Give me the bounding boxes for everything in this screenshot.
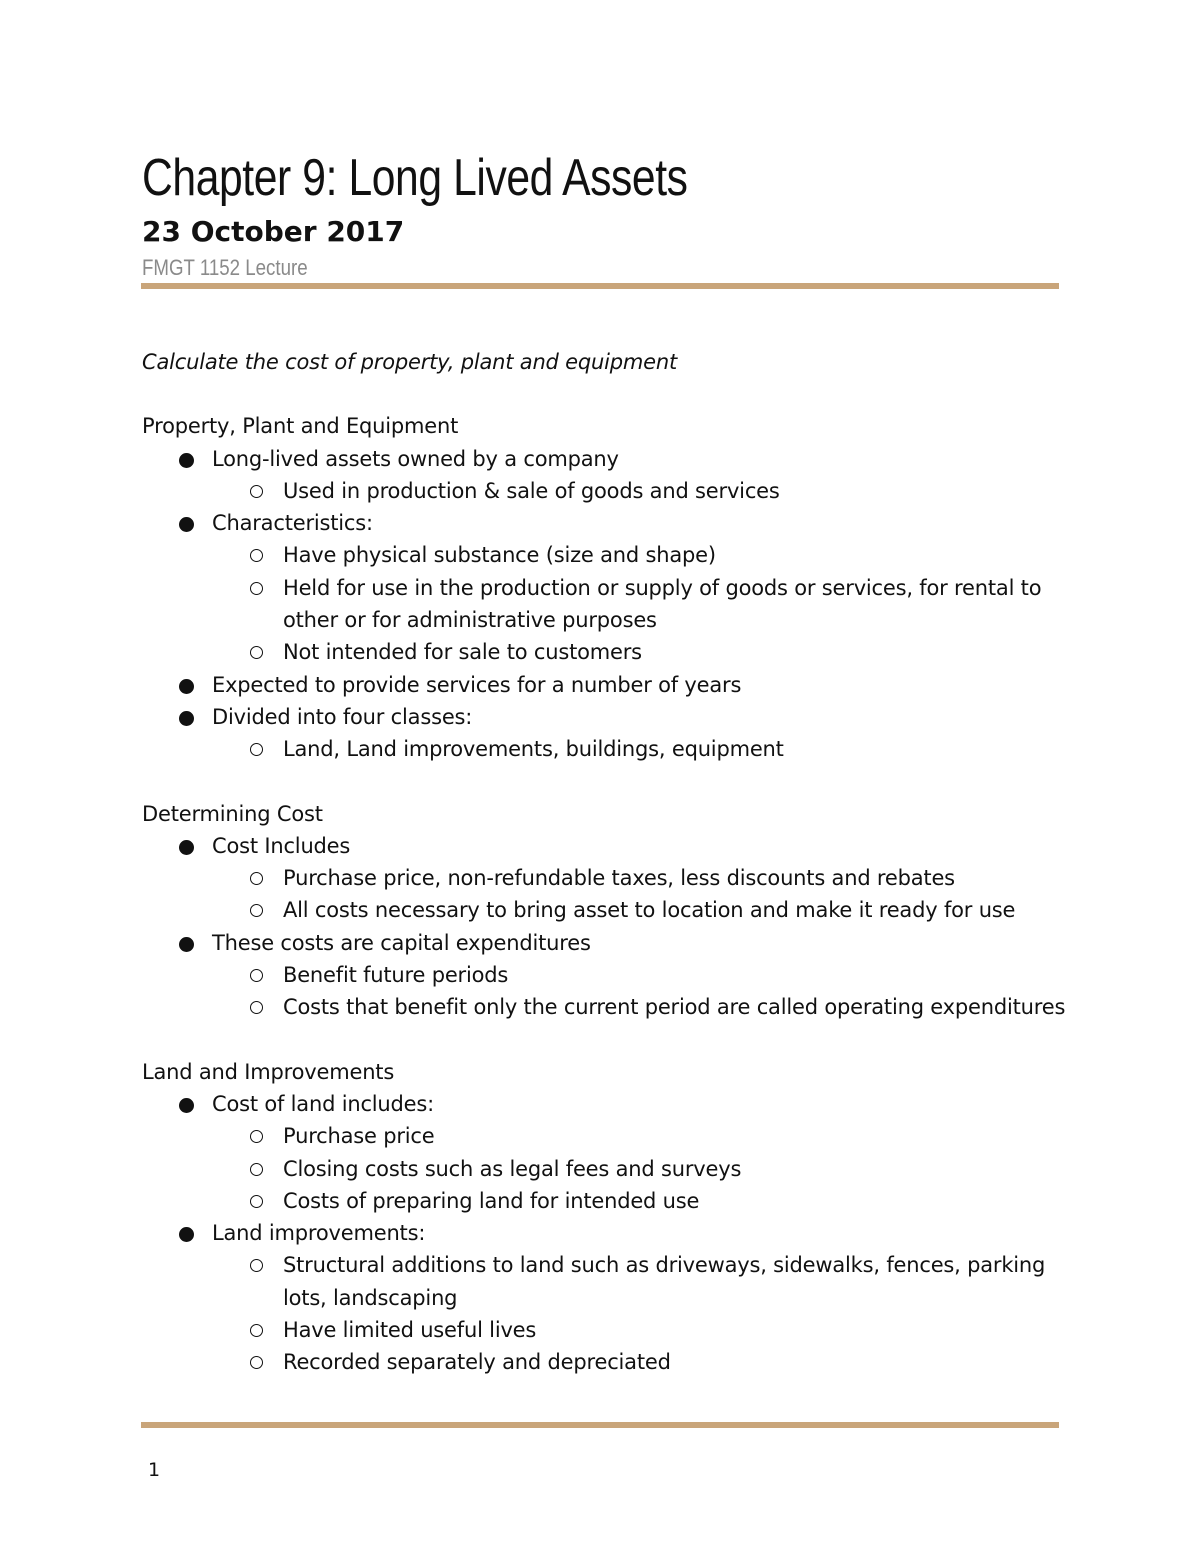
sub-list-item: [212, 1185, 1072, 1217]
sub-list-item: [212, 539, 1072, 571]
sub-list-item: [212, 991, 1072, 1023]
hollow-bullet-icon: [250, 872, 263, 885]
sub-list-item-text: Have limited useful lives: [283, 1318, 537, 1343]
hollow-bullet-icon: [250, 1001, 263, 1014]
sub-list-item-text: Held for use in the production or supply of goods or services, for rental to other or for administrative purposes: [283, 575, 1042, 633]
sub-list-item-text: Land, Land improvements, buildings, equipment: [283, 737, 784, 762]
list-item-text: Long-lived assets owned by a company: [212, 446, 619, 471]
page-title: Chapter 9: Long Lived Assets: [142, 149, 688, 207]
list-item: [142, 1217, 1072, 1378]
sub-list-item-text: Benefit future periods: [283, 963, 509, 988]
bullet-list: [142, 443, 1072, 766]
page-number: 1: [148, 1459, 161, 1481]
hollow-bullet-icon: [250, 743, 263, 756]
lecture-date: 23 October 2017: [142, 215, 405, 248]
section-heading: Property, Plant and Equipment: [142, 414, 459, 439]
sub-list-item: [212, 1153, 1072, 1185]
hollow-bullet-icon: [250, 549, 263, 562]
sub-bullet-list: [212, 475, 1072, 507]
sub-list-item: [212, 862, 1072, 894]
sub-bullet-list: [212, 959, 1072, 1024]
hollow-bullet-icon: [250, 1163, 263, 1176]
notes-body: [142, 346, 1072, 1411]
sub-list-item: [212, 1346, 1072, 1378]
filled-bullet-icon: [179, 711, 194, 726]
intro-objective: Calculate the cost of property, plant and equipment: [142, 350, 678, 374]
sub-list-item-text: Not intended for sale to customers: [283, 640, 642, 665]
hollow-bullet-icon: [250, 1356, 263, 1369]
sub-list-item-text: Have physical substance (size and shape): [283, 543, 716, 568]
sub-list-item: [212, 1314, 1072, 1346]
list-item: [142, 830, 1072, 927]
sub-list-item: [212, 733, 1072, 765]
sub-list-item-text: Recorded separately and depreciated: [283, 1350, 671, 1375]
hollow-bullet-icon: [250, 582, 263, 595]
list-item: [142, 1088, 1072, 1217]
list-item-text: These costs are capital expenditures: [212, 930, 591, 955]
sub-list-item-text: Purchase price, non-refundable taxes, less discounts and rebates: [283, 866, 955, 891]
bullet-list: [142, 1088, 1072, 1379]
sub-bullet-list: [212, 1249, 1072, 1378]
sub-list-item: [212, 475, 1072, 507]
filled-bullet-icon: [179, 937, 194, 952]
filled-bullet-icon: [179, 453, 194, 468]
list-item-text: Characteristics:: [212, 511, 373, 536]
bullet-list: [142, 830, 1072, 1024]
sub-bullet-list: [212, 539, 1072, 668]
sub-bullet-list: [212, 733, 1072, 765]
hollow-bullet-icon: [250, 969, 263, 982]
header-divider: [141, 283, 1059, 289]
list-item: [142, 701, 1072, 766]
notes-section: [142, 798, 1072, 1024]
lecture-subtitle: FMGT 1152 Lecture: [142, 255, 308, 280]
sub-list-item: [212, 1249, 1072, 1314]
sub-list-item-text: Closing costs such as legal fees and surveys: [283, 1156, 742, 1181]
list-item-text: Expected to provide services for a number of years: [212, 672, 742, 697]
notes-section: [142, 1056, 1072, 1379]
filled-bullet-icon: [179, 1227, 194, 1242]
filled-bullet-icon: [179, 679, 194, 694]
section-heading: Land and Improvements: [142, 1059, 395, 1084]
list-item-text: Land improvements:: [212, 1221, 426, 1246]
sections-container: [142, 410, 1072, 1378]
footer-divider: [141, 1422, 1059, 1428]
sub-list-item-text: All costs necessary to bring asset to location and make it ready for use: [283, 898, 1016, 923]
filled-bullet-icon: [179, 517, 194, 532]
filled-bullet-icon: [179, 840, 194, 855]
hollow-bullet-icon: [250, 646, 263, 659]
list-item: [142, 443, 1072, 508]
sub-list-item: [212, 894, 1072, 926]
list-item-text: Cost Includes: [212, 833, 351, 858]
section-heading: Determining Cost: [142, 801, 323, 826]
sub-list-item-text: Purchase price: [283, 1124, 435, 1149]
hollow-bullet-icon: [250, 1195, 263, 1208]
list-item-text: Cost of land includes:: [212, 1091, 434, 1116]
filled-bullet-icon: [179, 1098, 194, 1113]
hollow-bullet-icon: [250, 1259, 263, 1272]
hollow-bullet-icon: [250, 1130, 263, 1143]
sub-list-item: [212, 959, 1072, 991]
list-item: [142, 927, 1072, 1024]
sub-list-item-text: Costs of preparing land for intended use: [283, 1188, 700, 1213]
hollow-bullet-icon: [250, 485, 263, 498]
sub-list-item-text: Used in production & sale of goods and services: [283, 478, 780, 503]
sub-list-item-text: Costs that benefit only the current period are called operating expenditures: [283, 995, 1066, 1020]
notes-section: [142, 410, 1072, 765]
list-item: [142, 669, 1072, 701]
sub-list-item: [212, 572, 1072, 637]
sub-bullet-list: [212, 1120, 1072, 1217]
sub-list-item: [212, 636, 1072, 668]
hollow-bullet-icon: [250, 904, 263, 917]
list-item-text: Divided into four classes:: [212, 704, 473, 729]
list-item: [142, 507, 1072, 668]
sub-bullet-list: [212, 862, 1072, 927]
sub-list-item-text: Structural additions to land such as driveways, sidewalks, fences, parking lots, landscaping: [283, 1253, 1046, 1310]
sub-list-item: [212, 1120, 1072, 1152]
hollow-bullet-icon: [250, 1324, 263, 1337]
